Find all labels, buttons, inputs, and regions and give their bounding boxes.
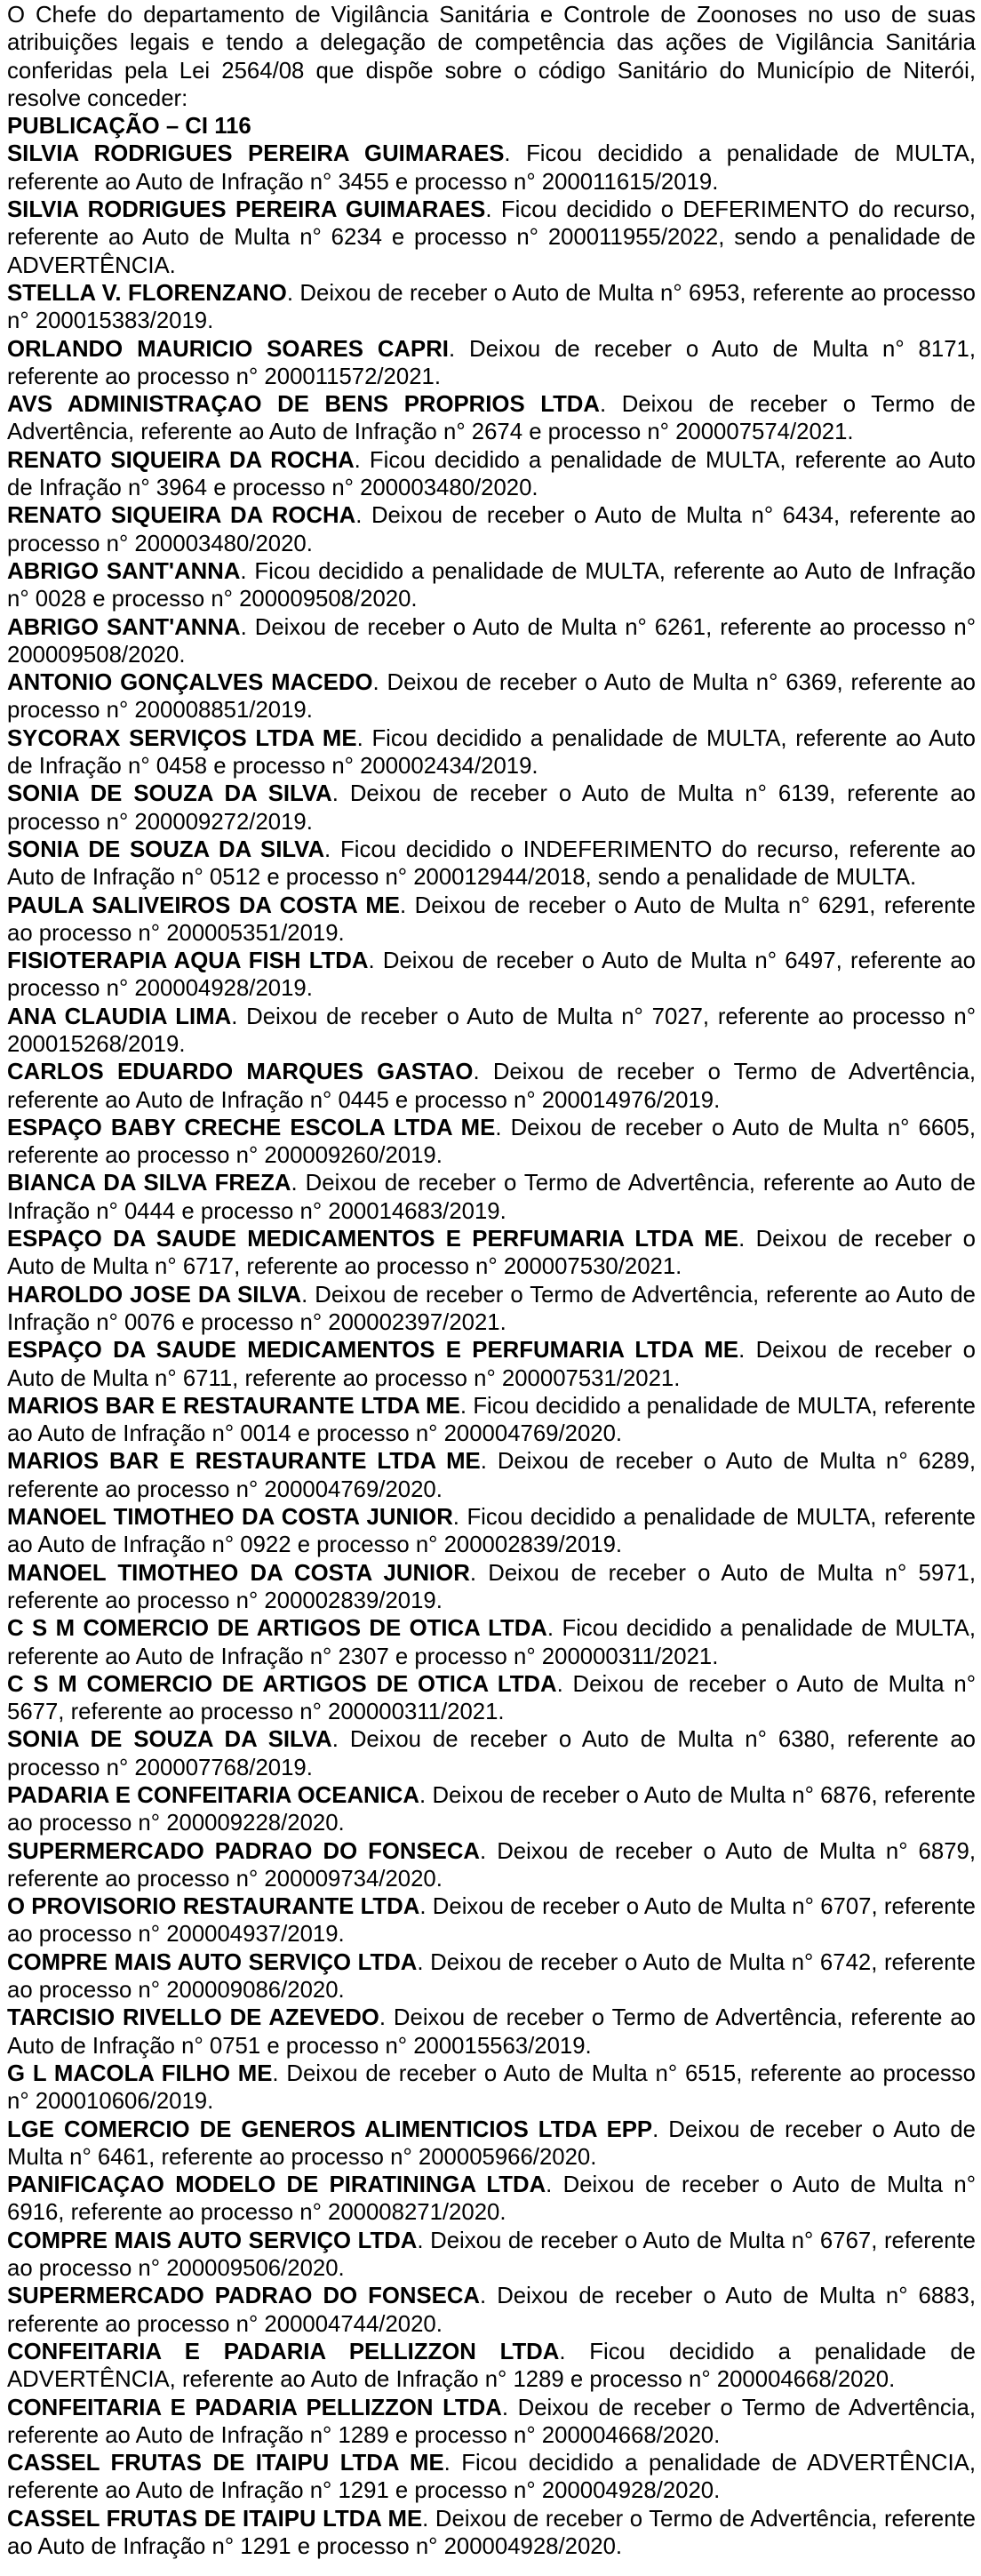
entry-paragraph bbox=[7, 614, 976, 670]
entry-name: TARCISIO RIVELLO DE AZEVEDO bbox=[7, 2005, 379, 2031]
entry-text: . Deixou de receber o Termo de Advertência, referente ao Auto de Infração n° 0444 e processo n° 200014683/2019. bbox=[7, 1171, 976, 1224]
entry-text: . Deixou de receber o Auto de Multa n° 6139, referente ao processo n° 200009272/2019. bbox=[7, 781, 976, 835]
entry-text: . Ficou decidido a penalidade de MULTA, referente ao Auto de Infração n° 3455 e processo n° 200011615/2019. bbox=[7, 141, 976, 195]
entry-text: . Ficou decidido o INDEFERIMENTO do recurso, referente ao Auto de Infração n° 0512 e processo n° 200012944/2018, sendo a penalidade de MULTA. bbox=[7, 836, 976, 891]
entry-text: . Deixou de receber o Termo de Advertência, referente ao Auto de Infração n° 0751 e processo n° 200015563/2019. bbox=[7, 2005, 976, 2059]
entry-name: CONFEITARIA E PADARIA PELLIZZON LTDA bbox=[7, 2339, 560, 2364]
entry-paragraph bbox=[7, 140, 976, 196]
entry-name: SONIA DE SOUZA DA SILVA bbox=[7, 781, 332, 807]
entry-text: . Deixou de receber o Auto de Multa n° 6605, referente ao processo n° 200009260/2019. bbox=[7, 1115, 976, 1169]
entry-name: LGE COMERCIO DE GENEROS ALIMENTICIOS LTDA EPP bbox=[7, 2116, 653, 2142]
entry-name: SONIA DE SOUZA DA SILVA bbox=[7, 1727, 332, 1753]
entry-text: . Deixou de receber o Auto de Multa n° 5677, referente ao processo n° 200000311/2021. bbox=[7, 1671, 976, 1725]
entry-paragraph bbox=[7, 2004, 976, 2060]
entry-name: PANIFICAÇAO MODELO DE PIRATININGA LTDA bbox=[7, 2172, 546, 2198]
entry-paragraph bbox=[7, 2228, 976, 2284]
entry-paragraph bbox=[7, 1170, 976, 1226]
entry-text: . Deixou de receber o Auto de Multa n° 6879, referente ao processo n° 200009734/2020. bbox=[7, 1838, 976, 1892]
entry-text: . Ficou decidido a penalidade de MULTA, referente ao Auto de Infração n° 3964 e processo n° 200003480/2020. bbox=[7, 447, 976, 501]
entry-paragraph bbox=[7, 502, 976, 558]
entry-name: AVS ADMINISTRAÇAO DE BENS PROPRIOS LTDA bbox=[7, 392, 600, 418]
entry-name: CASSEL FRUTAS DE ITAIPU LTDA ME bbox=[7, 2451, 444, 2476]
entry-name: RENATO SIQUEIRA DA ROCHA bbox=[7, 503, 356, 529]
entry-name: ABRIGO SANT'ANNA bbox=[7, 558, 241, 584]
entry-name: COMPRE MAIS AUTO SERVIÇO LTDA bbox=[7, 1949, 418, 1975]
entry-text: . Ficou decidido a penalidade de ADVERTÊNCIA, referente ao Auto de Infração n° 1291 e processo n° 200004928/2020. bbox=[7, 2451, 976, 2504]
entry-paragraph bbox=[7, 836, 976, 892]
entry-paragraph bbox=[7, 1949, 976, 2005]
entry-paragraph bbox=[7, 1115, 976, 1171]
entry-paragraph bbox=[7, 336, 976, 392]
entry-paragraph bbox=[7, 1448, 976, 1504]
entry-paragraph bbox=[7, 447, 976, 503]
entry-text: . Deixou de receber o Auto de Multa n° 6497, referente ao processo n° 200004928/2019. bbox=[7, 948, 976, 1002]
entry-text: . Deixou de receber o Auto de Multa n° 6261, referente ao processo n° 200009508/2020. bbox=[7, 614, 976, 668]
entry-paragraph bbox=[7, 1893, 976, 1949]
entry-name: ABRIGO SANT'ANNA bbox=[7, 614, 241, 640]
entry-name: PADARIA E CONFEITARIA OCEANICA bbox=[7, 1783, 419, 1808]
entry-text: . Ficou decidido a penalidade de MULTA, referente ao Auto de Infração n° 0028 e processo n° 200009508/2020. bbox=[7, 558, 976, 612]
entry-name: CARLOS EDUARDO MARQUES GASTAO bbox=[7, 1060, 474, 1085]
entry-paragraph bbox=[7, 196, 976, 280]
entry-paragraph bbox=[7, 2283, 976, 2339]
entry-name: MARIOS BAR E RESTAURANTE LTDA ME bbox=[7, 1393, 460, 1419]
entry-paragraph bbox=[7, 280, 976, 336]
entry-name: MARIOS BAR E RESTAURANTE LTDA ME bbox=[7, 1449, 481, 1475]
entry-name: SUPERMERCADO PADRAO DO FONSECA bbox=[7, 1838, 481, 1864]
entry-text: . Deixou de receber o Auto de Multa n° 6380, referente ao processo n° 200007768/2019. bbox=[7, 1727, 976, 1780]
entry-name: PAULA SALIVEIROS DA COSTA ME bbox=[7, 892, 400, 918]
entry-text: . Deixou de receber o Termo de Advertência, referente ao Auto de Infração n° 0445 e processo n° 200014976/2019. bbox=[7, 1060, 976, 1113]
entry-text: . Deixou de receber o Auto de Multa n° 6461, referente ao processo n° 200005966/2020. bbox=[7, 2116, 976, 2170]
entry-text: . Deixou de receber o Auto de Multa n° 6434, referente ao processo n° 200003480/2020. bbox=[7, 503, 976, 556]
entry-paragraph bbox=[7, 892, 976, 948]
entry-text: . Ficou decidido o DEFERIMENTO do recurso, referente ao Auto de Multa n° 6234 e processo n° 200011955/2022, sendo a penalidade de ADVERTÊNCIA. bbox=[7, 197, 977, 278]
entry-text: . Deixou de receber o Termo de Advertência, referente ao Auto de Infração n° 1291 e processo n° 200004928/2020. bbox=[7, 2506, 977, 2560]
entry-text: . Deixou de receber o Auto de Multa n° 6883, referente ao processo n° 200004744/2020. bbox=[7, 2284, 976, 2337]
entry-paragraph bbox=[7, 1671, 976, 1727]
entry-paragraph bbox=[7, 2395, 976, 2451]
entry-name: SONIA DE SOUZA DA SILVA bbox=[7, 836, 325, 862]
entry-name: ANTONIO GONÇALVES MACEDO bbox=[7, 670, 373, 696]
entry-name: C S M COMERCIO DE ARTIGOS DE OTICA LTDA bbox=[7, 1616, 547, 1642]
entry-paragraph bbox=[7, 948, 976, 1004]
entry-text: . Deixou de receber o Termo de Advertência, referente ao Auto de Infração n° 0076 e processo n° 200002397/2021. bbox=[7, 1282, 976, 1335]
entry-name: O PROVISORIO RESTAURANTE LTDA bbox=[7, 1894, 420, 1920]
entry-name: ESPAÇO BABY CRECHE ESCOLA LTDA ME bbox=[7, 1115, 496, 1140]
entry-text: . Deixou de receber o Termo de Advertência, referente ao Auto de Infração n° 1289 e processo n° 200004668/2020. bbox=[7, 2395, 977, 2448]
entry-paragraph bbox=[7, 2450, 976, 2506]
entry-text: . Deixou de receber o Auto de Multa n° 6767, referente ao processo n° 200009506/2020. bbox=[7, 2228, 977, 2282]
entry-paragraph bbox=[7, 2172, 976, 2228]
entry-text: . Deixou de receber o Auto de Multa n° 6953, referente ao processo n° 200015383/2019. bbox=[7, 280, 976, 334]
entry-text: . Deixou de receber o Termo de Advertência, referente ao Auto de Infração n° 2674 e processo n° 200007574/2021. bbox=[7, 392, 976, 445]
entry-name: SYCORAX SERVIÇOS LTDA ME bbox=[7, 725, 357, 751]
entry-text: . Ficou decidido a penalidade de MULTA, referente ao Auto de Infração n° 0014 e processo n° 200004769/2020. bbox=[7, 1393, 976, 1447]
entry-name: COMPRE MAIS AUTO SERVIÇO LTDA bbox=[7, 2228, 418, 2253]
entry-text: . Deixou de receber o Auto de Multa n° 5971, referente ao processo n° 200002839/2019. bbox=[7, 1560, 977, 1613]
entry-text: . Ficou decidido a penalidade de MULTA, referente ao Auto de Infração n° 0922 e processo n° 200002839/2019. bbox=[7, 1505, 976, 1558]
entry-name: MANOEL TIMOTHEO DA COSTA JUNIOR bbox=[7, 1505, 453, 1531]
entry-name: SUPERMERCADO PADRAO DO FONSECA bbox=[7, 2284, 481, 2309]
entry-paragraph bbox=[7, 725, 976, 781]
entry-paragraph bbox=[7, 1504, 976, 1560]
entry-paragraph bbox=[7, 1782, 976, 1838]
entry-name: G L MACOLA FILHO ME bbox=[7, 2060, 273, 2086]
entries-list bbox=[7, 140, 976, 2561]
entry-paragraph bbox=[7, 1393, 976, 1449]
entry-paragraph bbox=[7, 2116, 976, 2172]
entry-paragraph bbox=[7, 1560, 976, 1616]
entry-text: . Deixou de receber o Auto de Multa n° 7027, referente ao processo n° 200015268/2019. bbox=[7, 1004, 976, 1057]
entry-paragraph bbox=[7, 669, 976, 725]
entry-paragraph bbox=[7, 1226, 976, 1282]
entry-name: C S M COMERCIO DE ARTIGOS DE OTICA LTDA bbox=[7, 1671, 557, 1697]
entry-text: . Deixou de receber o Auto de Multa n° 6369, referente ao processo n° 200008851/2019. bbox=[7, 670, 976, 724]
entry-name: SILVIA RODRIGUES PEREIRA GUIMARAES bbox=[7, 197, 486, 223]
entry-text: . Deixou de receber o Auto de Multa n° 6717, referente ao processo n° 200007530/2021. bbox=[7, 1227, 976, 1280]
entry-paragraph bbox=[7, 1004, 976, 1060]
entry-name: ANA CLAUDIA LIMA bbox=[7, 1004, 232, 1029]
entry-paragraph bbox=[7, 1838, 976, 1894]
entry-paragraph bbox=[7, 1726, 976, 1782]
entry-name: BIANCA DA SILVA FREZA bbox=[7, 1171, 291, 1196]
entry-paragraph bbox=[7, 558, 976, 614]
entry-name: ORLANDO MAURICIO SOARES CAPRI bbox=[7, 336, 449, 362]
entry-text: . Deixou de receber o Auto de Multa n° 6291, referente ao processo n° 200005351/2019. bbox=[7, 892, 976, 946]
entry-paragraph bbox=[7, 1282, 976, 1338]
entry-text: . Deixou de receber o Auto de Multa n° 8171, referente ao processo n° 200011572/2021. bbox=[7, 336, 976, 389]
publication-heading: PUBLICAÇÃO – CI 116 bbox=[7, 114, 251, 140]
entry-name: CASSEL FRUTAS DE ITAIPU LTDA ME bbox=[7, 2506, 423, 2532]
entry-name: FISIOTERAPIA AQUA FISH LTDA bbox=[7, 948, 369, 974]
intro-paragraph: O Chefe do departamento de Vigilância Sanitária e Controle de Zoonoses no uso de suas atribuições legais e tendo a delegação de competência das ações de Vigilância Sanitária conferidas pela Lei 2564/08 que dispõe sobre o código Sanitário do Município de Niterói, resolve conceder: bbox=[7, 3, 976, 111]
entry-text: . Deixou de receber o Auto de Multa n° 6289, referente ao processo n° 200004769/2020. bbox=[7, 1449, 976, 1502]
entry-name: MANOEL TIMOTHEO DA COSTA JUNIOR bbox=[7, 1560, 470, 1586]
entry-name: STELLA V. FLORENZANO bbox=[7, 280, 287, 306]
entry-name: SILVIA RODRIGUES PEREIRA GUIMARAES bbox=[7, 141, 505, 167]
entry-paragraph bbox=[7, 2339, 976, 2395]
entry-text: . Deixou de receber o Auto de Multa n° 6515, referente ao processo n° 200010606/2019. bbox=[7, 2060, 976, 2115]
entry-paragraph bbox=[7, 2060, 976, 2116]
entry-paragraph bbox=[7, 1615, 976, 1671]
entry-text: . Ficou decidido a penalidade de MULTA, referente ao Auto de Infração n° 0458 e processo n° 200002434/2019. bbox=[7, 725, 977, 780]
entry-paragraph bbox=[7, 2506, 976, 2562]
entry-paragraph bbox=[7, 780, 976, 836]
entry-paragraph bbox=[7, 391, 976, 447]
entry-paragraph bbox=[7, 1059, 976, 1115]
entry-text: . Deixou de receber o Auto de Multa n° 6876, referente ao processo n° 200009228/2020. bbox=[7, 1783, 976, 1836]
entry-text: . Deixou de receber o Auto de Multa n° 6711, referente ao processo n° 200007531/2021. bbox=[7, 1338, 976, 1391]
entry-name: HAROLDO JOSE DA SILVA bbox=[7, 1282, 302, 1308]
entry-paragraph bbox=[7, 1337, 976, 1393]
entry-text: . Deixou de receber o Auto de Multa n° 6916, referente ao processo n° 200008271/2020. bbox=[7, 2172, 976, 2226]
entry-text: . Ficou decidido a penalidade de MULTA, referente ao Auto de Infração n° 2307 e processo n° 200000311/2021. bbox=[7, 1616, 976, 1669]
entry-name: ESPAÇO DA SAUDE MEDICAMENTOS E PERFUMARIA LTDA ME bbox=[7, 1227, 739, 1252]
entry-name: ESPAÇO DA SAUDE MEDICAMENTOS E PERFUMARIA LTDA ME bbox=[7, 1338, 739, 1364]
entry-text: . Ficou decidido a penalidade de ADVERTÊNCIA, referente ao Auto de Infração n° 1289 e processo n° 200004668/2020. bbox=[7, 2339, 976, 2393]
entry-text: . Deixou de receber o Auto de Multa n° 6742, referente ao processo n° 200009086/2020. bbox=[7, 1949, 977, 2004]
entry-name: RENATO SIQUEIRA DA ROCHA bbox=[7, 447, 355, 473]
entry-text: . Deixou de receber o Auto de Multa n° 6707, referente ao processo n° 200004937/2019. bbox=[7, 1894, 976, 1948]
entry-name: CONFEITARIA E PADARIA PELLIZZON LTDA bbox=[7, 2395, 502, 2420]
